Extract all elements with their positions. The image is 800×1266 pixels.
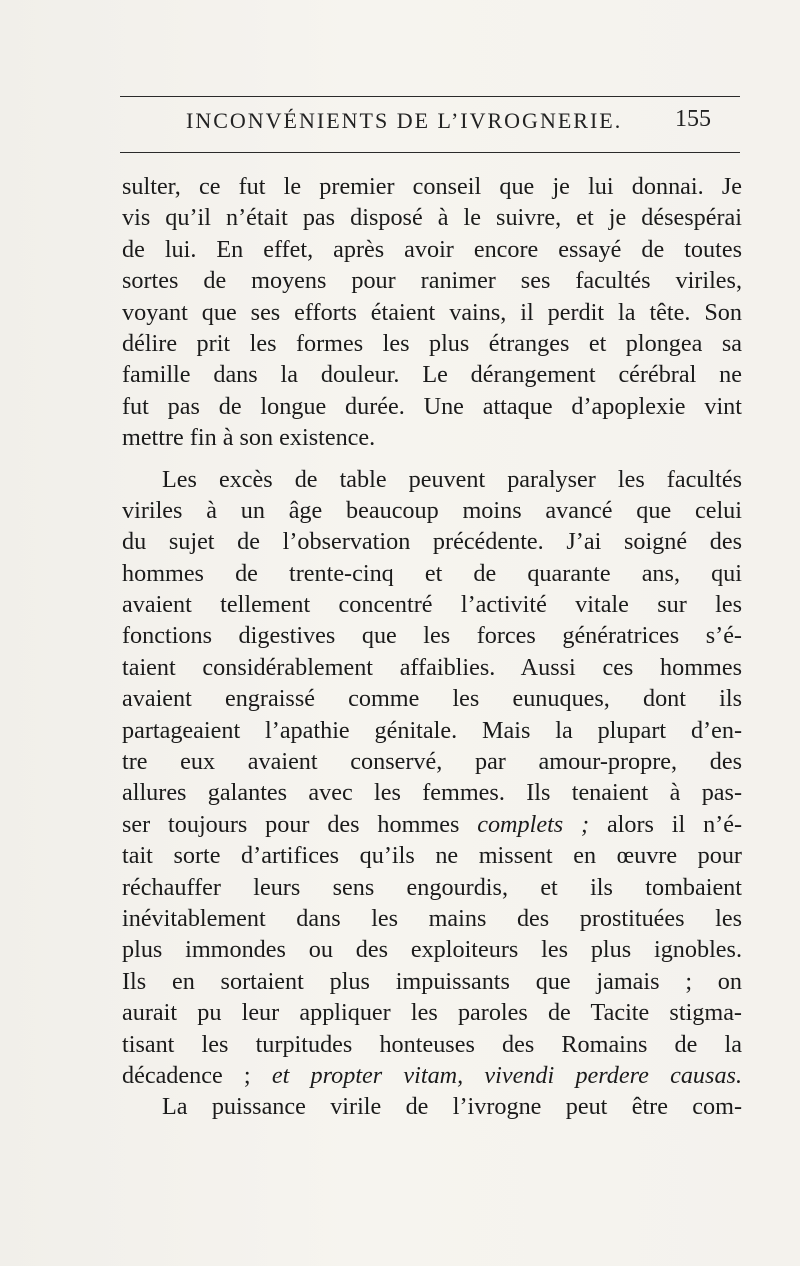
text-line: partageaient l’apathie génitale. Mais la plupart d’en- [122,716,742,744]
text-line: inévitablement dans les mains des prostituées les [122,904,742,932]
paragraph-3 [122,1091,742,1122]
italic-word: complets ; [477,810,590,838]
text-line: du sujet de l’observation précédente. J’ai soigné des [122,528,742,556]
text-line: aurait pu leur appliquer les paroles de Tacite stigma- [122,999,742,1027]
text-line: de lui. En effet, après avoir encore essayé de toutes [122,235,742,263]
header-rule-bottom [120,152,740,153]
page-number: 155 [675,106,711,132]
text-line: taient considérablement affaiblies. Aussi ces hommes [122,653,742,681]
text-line: tre eux avaient conservé, par amour-propre, des [122,748,742,776]
text-line: sortes de moyens pour ranimer ses facultés viriles, [122,267,742,295]
text-line: voyant que ses efforts étaient vains, il perdit la tête. Son [122,298,742,326]
text-line: avaient engraissé comme les eunuques, dont ils [122,685,742,713]
text-run: alors il n’é- [606,810,743,838]
text-line: famille dans la douleur. Le dérangement cérébral ne [122,361,742,389]
text-line: délire prit les formes les plus étranges et plongea sa [122,329,742,357]
header-rule-top [120,96,740,97]
text-line: tisant les turpitudes honteuses des Romains de la [122,1030,742,1058]
text-line-with-latin-quote [122,1060,742,1091]
text-line: réchauffer leurs sens engourdis, et ils tombaient [122,873,742,901]
text-line: Les excès de table peuvent paralyser les facultés [162,465,742,493]
body-text [122,171,742,1123]
text-line: allures galantes avec les femmes. Ils tenaient à pas- [122,779,742,807]
paragraph-1 [122,171,742,454]
latin-quote: et propter vitam, vivendi perdere causas. [271,1061,742,1089]
text-line: avaient tellement concentré l’activité vitale sur les [122,591,742,619]
text-line: vis qu’il n’était pas disposé à le suivre, et je désespérai [122,204,742,232]
text-line: viriles à un âge beaucoup moins avancé que celui [122,496,742,524]
text-line: fut pas de longue durée. Une attaque d’apoplexie vint [122,392,742,420]
text-run: décadence ; [122,1061,251,1089]
text-line: sulter, ce fut le premier conseil que je lui donnai. Je [122,173,742,200]
text-line: hommes de trente-cinq et de quarante ans, qui [122,559,742,587]
running-title: INCONVÉNIENTS DE L’IVROGNERIE. [186,108,623,133]
text-line: Ils en sortaient plus impuissants que jamais ; on [122,967,742,995]
text-line-with-italic [122,809,742,840]
text-line: fonctions digestives que les forces génératrices s’é- [122,622,742,650]
paragraph-2 [122,464,742,1092]
text-line: plus immondes ou des exploiteurs les plus ignobles. [122,936,742,964]
text-line: tait sorte d’artifices qu’ils ne missent en œuvre pour [122,842,742,870]
text-line: La puissance virile de l’ivrogne peut être com- [162,1093,742,1121]
text-run: ser toujours pour des hommes [122,810,460,838]
text-line: mettre fin à son existence. [122,424,376,452]
